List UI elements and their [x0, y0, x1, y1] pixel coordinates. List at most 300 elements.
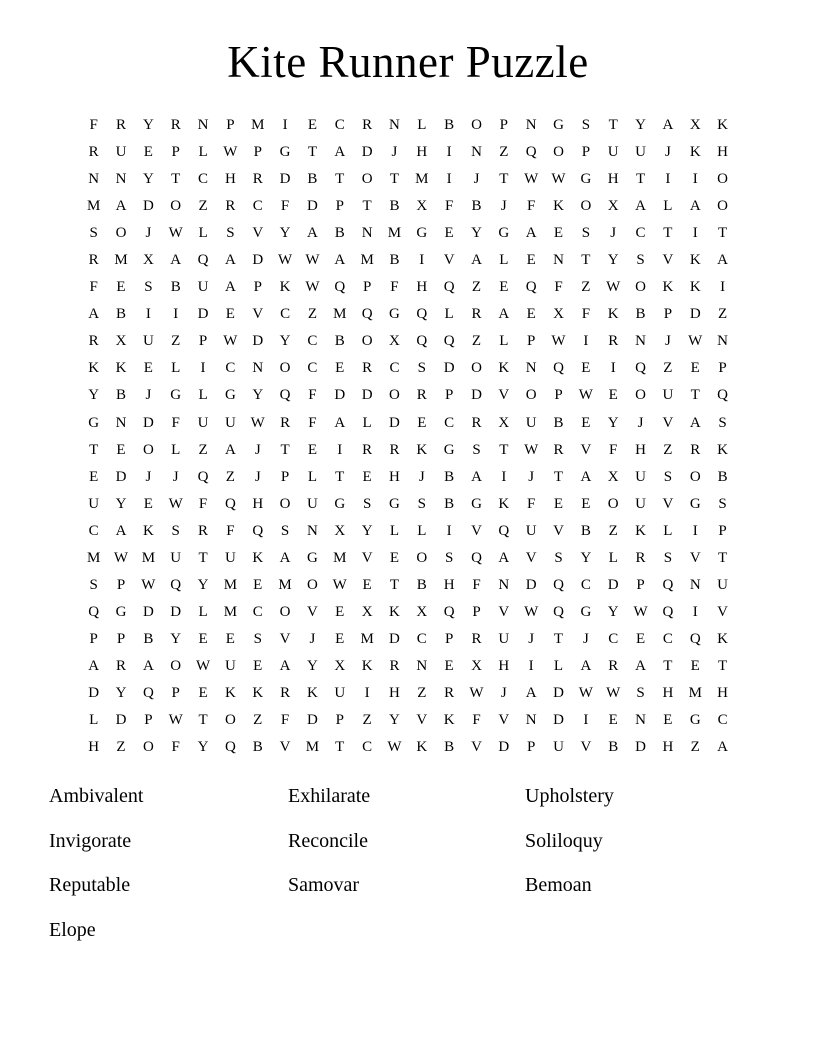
- grid-letter: C: [389, 360, 400, 377]
- grid-letter: T: [663, 657, 673, 674]
- grid-letter: K: [142, 522, 154, 539]
- grid-letter: J: [473, 171, 480, 188]
- grid-letter: Y: [197, 576, 209, 593]
- grid-letter: E: [225, 630, 235, 647]
- grid-letter: K: [279, 279, 291, 296]
- grid-letter: F: [171, 414, 180, 431]
- grid-letter: E: [581, 495, 591, 512]
- grid-letter: T: [389, 576, 400, 593]
- grid-letter: Z: [198, 441, 208, 458]
- grid-letter: D: [443, 360, 455, 377]
- grid-letter: A: [580, 657, 592, 674]
- grid-letter: O: [416, 549, 428, 566]
- grid-letter: Q: [361, 306, 373, 323]
- grid-letter: F: [280, 198, 290, 215]
- word-list-item: Reputable: [49, 874, 131, 896]
- grid-letter: M: [333, 306, 347, 323]
- grid-letter: B: [252, 739, 263, 756]
- grid-letter: Y: [279, 225, 291, 242]
- grid-letter: U: [553, 739, 564, 756]
- grid-letter: W: [469, 685, 484, 701]
- grid-letter: G: [389, 306, 400, 323]
- grid-letter: C: [334, 117, 345, 134]
- grid-letter: A: [279, 657, 291, 674]
- grid-letter: O: [471, 360, 482, 377]
- grid-letter: O: [553, 144, 564, 161]
- grid-letter: A: [224, 279, 236, 296]
- grid-letter: C: [252, 603, 263, 620]
- grid-letter: G: [279, 144, 291, 161]
- grid-letter: Q: [553, 360, 564, 377]
- grid-letter: T: [280, 441, 290, 458]
- grid-letter: B: [416, 576, 427, 593]
- grid-letter: X: [607, 198, 619, 215]
- grid-letter: V: [252, 225, 264, 242]
- grid-letter: I: [528, 657, 534, 674]
- grid-letter: R: [88, 144, 99, 161]
- grid-letter: V: [416, 712, 428, 729]
- grid-letter: E: [225, 306, 235, 323]
- grid-letter: E: [307, 117, 317, 134]
- grid-letter: T: [198, 549, 208, 566]
- grid-letter: R: [635, 549, 646, 566]
- grid-letter: O: [471, 117, 482, 134]
- grid-letter: T: [499, 171, 509, 188]
- grid-letter: D: [334, 387, 346, 404]
- grid-letter: E: [198, 685, 208, 701]
- grid-letter: Y: [607, 252, 619, 269]
- grid-letter: F: [444, 198, 454, 215]
- grid-letter: S: [171, 522, 180, 539]
- grid-letter: P: [499, 117, 508, 134]
- grid-letter: D: [389, 630, 400, 647]
- grid-letter: Z: [499, 144, 509, 161]
- grid-letter: E: [362, 576, 372, 593]
- grid-letter: X: [689, 117, 701, 134]
- grid-letter: B: [444, 739, 455, 756]
- grid-letter: L: [171, 441, 181, 458]
- grid-letter: T: [553, 630, 564, 647]
- grid-letter: J: [418, 468, 425, 485]
- grid-letter: T: [717, 225, 728, 242]
- grid-letter: Z: [417, 685, 427, 701]
- word-list-column-3: [525, 774, 745, 952]
- grid-letter: M: [87, 549, 101, 566]
- grid-letter: Y: [197, 739, 209, 756]
- grid-letter: Q: [717, 387, 728, 404]
- grid-letter: E: [499, 279, 509, 296]
- grid-letter: S: [362, 495, 372, 512]
- grid-letter: E: [553, 225, 564, 242]
- grid-letter: A: [717, 739, 728, 756]
- grid-letter: I: [692, 522, 698, 539]
- grid-letter: Y: [142, 171, 154, 188]
- grid-letter: F: [472, 712, 481, 729]
- grid-letter: V: [471, 739, 482, 756]
- grid-letter: K: [498, 360, 510, 377]
- grid-letter: J: [309, 630, 316, 647]
- grid-letter: N: [635, 712, 646, 729]
- grid-letter: C: [635, 225, 646, 242]
- grid-letter: Z: [225, 468, 235, 485]
- grid-letter: Q: [443, 603, 455, 620]
- grid-letter: W: [578, 685, 593, 701]
- grid-letter: H: [635, 441, 646, 458]
- grid-letter: L: [198, 144, 208, 161]
- grid-letter: L: [198, 387, 208, 404]
- grid-letter: M: [87, 198, 101, 215]
- grid-letter: P: [144, 712, 153, 729]
- grid-letter: O: [607, 495, 619, 512]
- grid-letter: O: [361, 333, 373, 350]
- grid-letter: V: [717, 603, 728, 620]
- grid-letter: D: [389, 414, 400, 431]
- grid-letter: Y: [389, 712, 400, 729]
- grid-letter: A: [689, 414, 701, 431]
- grid-letter: Q: [553, 603, 564, 620]
- grid-letter: I: [337, 441, 343, 458]
- grid-letter: R: [116, 117, 127, 134]
- grid-letter: B: [553, 414, 564, 431]
- grid-letter: A: [635, 657, 646, 674]
- grid-letter: P: [253, 144, 262, 161]
- grid-letter: E: [581, 414, 591, 431]
- grid-letter: Q: [279, 387, 291, 404]
- grid-letter: C: [580, 576, 591, 593]
- grid-letter: L: [417, 522, 427, 539]
- grid-letter: Z: [116, 739, 126, 756]
- grid-letter: A: [170, 252, 182, 269]
- grid-letter: K: [717, 117, 728, 134]
- grid-letter: G: [580, 603, 592, 620]
- grid-letter: N: [307, 522, 318, 539]
- grid-letter: N: [252, 360, 264, 377]
- grid-letter: W: [578, 387, 593, 404]
- grid-letter: P: [527, 739, 536, 756]
- grid-letter: N: [498, 576, 510, 593]
- word-list-item: Elope: [49, 918, 96, 941]
- grid-letter: O: [717, 198, 728, 215]
- grid-letter: B: [717, 468, 728, 485]
- grid-letter: Q: [525, 144, 537, 161]
- grid-letter: Q: [498, 522, 510, 539]
- grid-letter: R: [88, 333, 99, 350]
- grid-letter: W: [633, 603, 648, 620]
- grid-letter: U: [525, 414, 537, 431]
- grid-letter: G: [115, 603, 127, 620]
- grid-letter: V: [498, 603, 510, 620]
- grid-letter: D: [361, 144, 373, 161]
- grid-letter: O: [525, 387, 537, 404]
- grid-letter: G: [443, 441, 455, 458]
- grid-letter: T: [307, 144, 317, 161]
- grid-letter: M: [305, 739, 320, 756]
- grid-letter: K: [607, 306, 619, 323]
- grid-letter: W: [524, 441, 539, 458]
- grid-letter: A: [635, 198, 646, 215]
- grid-letter: Q: [471, 549, 482, 566]
- grid-letter: K: [689, 279, 701, 296]
- grid-letter: E: [690, 360, 700, 377]
- grid-letter: K: [662, 279, 674, 296]
- grid-letter: Q: [197, 252, 209, 269]
- grid-letter: L: [553, 657, 564, 674]
- grid-letter: H: [416, 144, 428, 161]
- grid-letter: D: [635, 739, 646, 756]
- grid-letter: M: [360, 630, 374, 647]
- grid-letter: W: [168, 495, 183, 512]
- grid-letter: W: [305, 279, 320, 296]
- grid-letter: R: [608, 333, 619, 350]
- grid-letter: P: [116, 576, 126, 593]
- grid-letter: A: [334, 414, 346, 431]
- grid-letter: P: [362, 279, 372, 296]
- grid-letter: D: [252, 252, 264, 269]
- grid-letter: F: [527, 198, 536, 215]
- grid-letter: I: [583, 333, 589, 350]
- grid-letter: N: [471, 144, 482, 161]
- grid-letter: W: [223, 144, 238, 161]
- grid-letter: X: [416, 198, 428, 215]
- grid-letter: D: [142, 603, 154, 620]
- grid-letter: D: [142, 414, 154, 431]
- grid-letter: H: [416, 279, 428, 296]
- grid-letter: W: [168, 712, 183, 729]
- grid-letter: G: [471, 495, 482, 512]
- grid-letter: K: [307, 685, 318, 701]
- grid-letter: E: [553, 495, 564, 512]
- grid-letter: O: [389, 387, 400, 404]
- grid-letter: N: [88, 171, 100, 188]
- grid-letter: B: [608, 739, 619, 756]
- grid-letter: O: [279, 603, 291, 620]
- grid-letter: A: [689, 198, 701, 215]
- grid-letter: W: [113, 549, 129, 566]
- grid-letter: C: [198, 171, 209, 188]
- grid-letter: F: [171, 739, 180, 756]
- grid-letter: K: [635, 522, 646, 539]
- grid-letter: B: [334, 225, 345, 242]
- grid-letter: X: [334, 657, 346, 674]
- grid-letter: R: [471, 306, 482, 323]
- grid-letter: L: [198, 603, 208, 620]
- grid-letter: I: [665, 171, 671, 188]
- grid-letter: F: [280, 712, 290, 729]
- grid-letter: H: [443, 576, 455, 593]
- grid-letter: O: [170, 657, 182, 674]
- grid-letter: Q: [525, 279, 537, 296]
- grid-letter: F: [527, 495, 536, 512]
- puzzle-title: Kite Runner Puzzle: [227, 37, 589, 87]
- grid-letter: W: [332, 576, 347, 593]
- grid-letter: U: [197, 414, 209, 431]
- grid-letter: J: [528, 468, 535, 485]
- grid-letter: Y: [115, 495, 127, 512]
- grid-letter: D: [498, 739, 510, 756]
- grid-letter: Y: [252, 387, 264, 404]
- grid-letter: X: [361, 603, 373, 620]
- grid-letter: U: [115, 144, 127, 161]
- grid-letter: V: [580, 441, 592, 458]
- grid-letter: N: [115, 171, 127, 188]
- grid-letter: S: [636, 685, 645, 701]
- grid-letter: L: [171, 360, 181, 377]
- grid-letter: I: [720, 279, 726, 296]
- grid-letter: P: [636, 576, 645, 593]
- grid-letter: W: [277, 252, 293, 269]
- grid-letter: Z: [307, 306, 317, 323]
- grid-letter: N: [525, 360, 537, 377]
- grid-letter: R: [116, 657, 127, 674]
- grid-letter: W: [524, 171, 539, 188]
- grid-letter: K: [553, 198, 564, 215]
- grid-letter: U: [717, 576, 728, 593]
- grid-letter: P: [581, 144, 591, 161]
- grid-letter: E: [143, 144, 153, 161]
- grid-letter: F: [89, 279, 98, 296]
- grid-letter: Y: [607, 603, 619, 620]
- grid-letter: T: [335, 171, 345, 188]
- grid-letter: Z: [581, 279, 591, 296]
- grid-letter: E: [663, 712, 673, 729]
- grid-letter: Z: [690, 739, 700, 756]
- grid-letter: E: [389, 549, 400, 566]
- grid-letter: U: [197, 279, 209, 296]
- word-list-item: Upholstery: [525, 785, 614, 807]
- grid-letter: P: [718, 360, 727, 377]
- grid-letter: M: [141, 549, 156, 566]
- grid-letter: Q: [197, 468, 209, 485]
- grid-letter: P: [335, 198, 344, 215]
- grid-letter: H: [88, 739, 100, 756]
- grid-letter: D: [197, 306, 209, 323]
- grid-letter: L: [663, 198, 673, 215]
- grid-letter: W: [551, 333, 566, 350]
- grid-letter: O: [115, 225, 127, 242]
- grid-letter: R: [362, 441, 373, 458]
- grid-letter: L: [499, 252, 509, 269]
- grid-letter: W: [524, 603, 539, 620]
- grid-letter: T: [389, 171, 400, 188]
- grid-letter: E: [444, 225, 454, 242]
- grid-letter: T: [717, 549, 728, 566]
- grid-letter: P: [444, 387, 454, 404]
- grid-letter: D: [607, 576, 619, 593]
- grid-letter: J: [500, 198, 507, 215]
- grid-letter: Q: [170, 576, 182, 593]
- grid-letter: T: [335, 468, 345, 485]
- grid-letter: L: [608, 549, 618, 566]
- grid-letter: C: [225, 360, 236, 377]
- grid-letter: M: [278, 576, 292, 593]
- grid-letter: D: [115, 468, 127, 485]
- grid-letter: N: [553, 252, 564, 269]
- grid-letter: U: [307, 495, 318, 512]
- grid-letter: Q: [416, 306, 428, 323]
- grid-letter: P: [253, 279, 262, 296]
- grid-letter: J: [391, 144, 398, 161]
- grid-letter: V: [361, 549, 373, 566]
- grid-letter: B: [444, 468, 455, 485]
- grid-letter: Q: [334, 279, 346, 296]
- grid-letter: O: [279, 360, 291, 377]
- grid-letter: X: [389, 333, 400, 350]
- grid-letter: V: [498, 387, 510, 404]
- grid-letter: T: [608, 117, 618, 134]
- grid-letter: T: [171, 171, 181, 188]
- grid-letter: F: [198, 495, 208, 512]
- grid-letter: W: [223, 333, 238, 350]
- grid-letter: X: [142, 252, 154, 269]
- grid-letter: F: [390, 279, 399, 296]
- grid-letter: R: [362, 117, 373, 134]
- grid-letter: E: [335, 603, 345, 620]
- grid-letter: G: [498, 225, 510, 242]
- grid-letter: R: [690, 441, 701, 458]
- grid-letter: E: [362, 468, 372, 485]
- grid-letter: A: [334, 252, 346, 269]
- grid-letter: R: [198, 522, 209, 539]
- grid-letter: W: [551, 171, 566, 188]
- grid-letter: R: [280, 685, 291, 701]
- grid-letter: Z: [198, 198, 208, 215]
- grid-letter: S: [663, 468, 673, 485]
- grid-letter: O: [142, 441, 154, 458]
- grid-letter: E: [307, 441, 317, 458]
- grid-letter: K: [88, 360, 100, 377]
- word-list-item: Reconcile: [288, 829, 368, 852]
- grid-letter: Z: [608, 522, 618, 539]
- grid-letter: D: [115, 712, 127, 729]
- grid-letter: H: [389, 685, 400, 701]
- grid-letter: F: [226, 522, 235, 539]
- grid-letter: A: [525, 685, 537, 701]
- grid-letter: S: [581, 225, 591, 242]
- grid-letter: S: [280, 522, 290, 539]
- grid-letter: P: [116, 630, 126, 647]
- grid-letter: I: [173, 306, 179, 323]
- grid-letter: V: [662, 252, 674, 269]
- word-list-column-1: [49, 774, 288, 952]
- grid-letter: Z: [171, 333, 181, 350]
- grid-letter: M: [114, 252, 128, 269]
- grid-letter: C: [280, 306, 291, 323]
- grid-letter: X: [115, 333, 127, 350]
- grid-letter: D: [525, 576, 537, 593]
- grid-letter: B: [389, 252, 400, 269]
- grid-letter: O: [580, 198, 592, 215]
- grid-letter: J: [582, 630, 589, 647]
- grid-letter: O: [307, 576, 318, 593]
- grid-letter: U: [170, 549, 182, 566]
- word-list: [49, 774, 745, 952]
- grid-letter: K: [252, 685, 264, 701]
- grid-letter: C: [307, 333, 318, 350]
- word-list-item: Invigorate: [49, 829, 132, 852]
- grid-letter: E: [198, 630, 208, 647]
- grid-letter: Y: [88, 387, 100, 404]
- grid-letter: R: [389, 657, 400, 674]
- grid-letter: X: [553, 306, 564, 323]
- grid-letter: K: [252, 549, 264, 566]
- grid-letter: U: [142, 333, 154, 350]
- grid-letter: E: [116, 441, 126, 458]
- grid-letter: H: [662, 685, 674, 701]
- grid-letter: T: [663, 225, 673, 242]
- grid-letter: Q: [224, 739, 236, 756]
- grid-letter: Y: [307, 657, 318, 674]
- grid-letter: E: [608, 712, 618, 729]
